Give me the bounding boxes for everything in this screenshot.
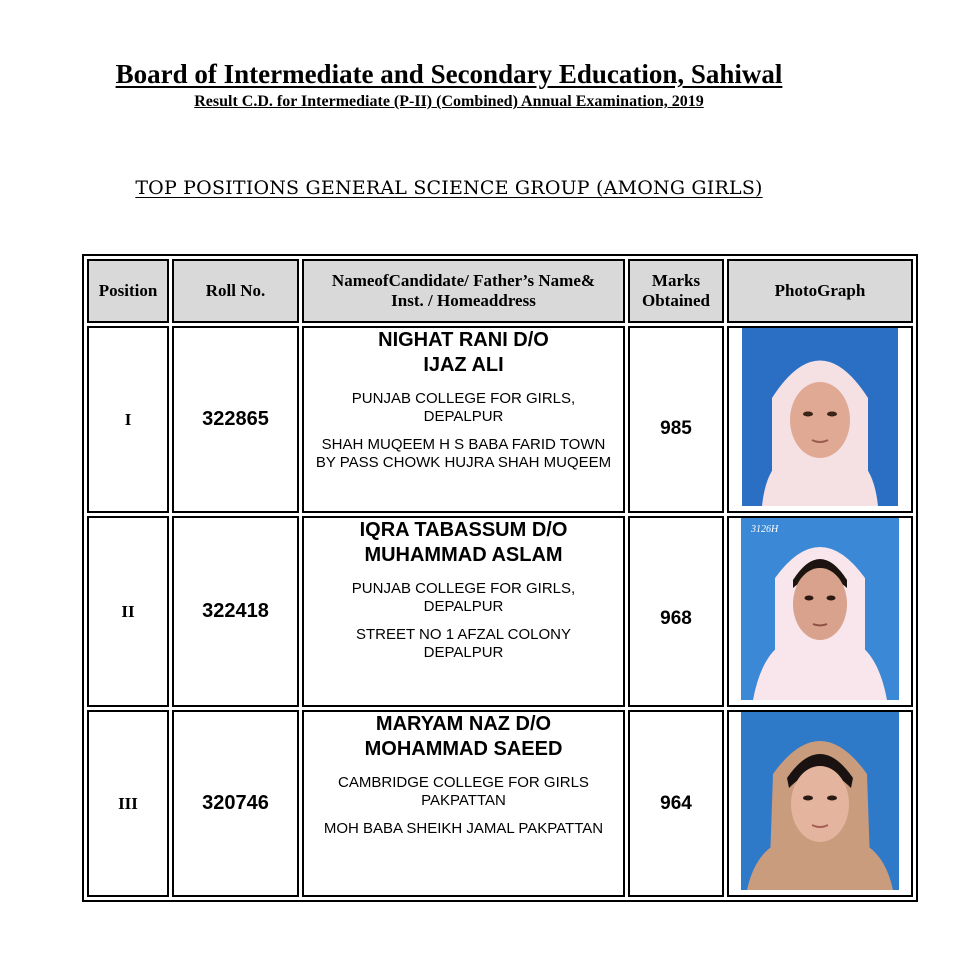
roll-no-cell: 320746 xyxy=(172,710,299,897)
photo-cell xyxy=(727,710,913,897)
address-line2: BY PASS CHOWK HUJRA SHAH MUQEEM xyxy=(315,454,612,471)
marks-cell: 964 xyxy=(628,710,724,897)
position-cell: III xyxy=(87,710,169,897)
roll-no-cell: 322418 xyxy=(172,516,299,707)
institution xyxy=(304,774,623,810)
position-cell: II xyxy=(87,516,169,707)
candidate-name-line1: MARYAM NAZ D/O xyxy=(375,713,552,735)
roll-no-cell: 322865 xyxy=(172,326,299,513)
photo-id-label: 3126H xyxy=(751,524,779,535)
column-header-name-line1: NameofCandidate/ Father’s Name& xyxy=(331,271,596,290)
home-address xyxy=(304,436,623,472)
column-header-photograph: PhotoGraph xyxy=(727,259,913,323)
candidate-name-line1: IQRA TABASSUM D/O xyxy=(359,519,568,541)
column-header-marks-line1: Marks xyxy=(651,271,701,290)
candidate-info-cell xyxy=(302,710,625,897)
column-header-position: Position xyxy=(87,259,169,323)
column-header-roll-no: Roll No. xyxy=(172,259,299,323)
marks-cell: 985 xyxy=(628,326,724,513)
candidate-photo xyxy=(741,518,899,700)
result-subtitle: Result C.D. for Intermediate (P-II) (Combined) Annual Examination, 2019 xyxy=(194,93,704,110)
table-row xyxy=(87,516,913,707)
column-header-name xyxy=(302,259,625,323)
section-heading: TOP POSITIONS GENERAL SCIENCE GROUP (AMONG GIRLS) xyxy=(135,177,763,199)
table-row xyxy=(87,326,913,513)
home-address xyxy=(304,820,623,838)
column-header-marks-line2: Obtained xyxy=(641,291,711,310)
address-line1: SHAH MUQEEM H S BABA FARID TOWN xyxy=(321,436,606,453)
institution xyxy=(304,580,623,616)
address-line1: MOH BABA SHEIKH JAMAL PAKPATTAN xyxy=(323,820,604,837)
candidate-name-line2: MUHAMMAD ASLAM xyxy=(364,544,563,566)
table-row xyxy=(87,710,913,897)
candidate-name xyxy=(304,328,623,378)
candidate-name-line1: NIGHAT RANI D/O xyxy=(378,329,549,351)
photo-cell xyxy=(727,516,913,707)
institution-line1: CAMBRIDGE COLLEGE FOR GIRLS xyxy=(338,774,589,791)
institution-line2: DEPALPUR xyxy=(423,598,504,615)
photo-cell xyxy=(727,326,913,513)
candidate-photo xyxy=(742,328,898,506)
institution-line2: PAKPATTAN xyxy=(421,792,506,809)
address-line2: DEPALPUR xyxy=(423,644,504,661)
candidate-name xyxy=(304,518,623,568)
candidate-name-line2: IJAZ ALI xyxy=(423,354,504,376)
candidate-info-cell xyxy=(302,516,625,707)
candidate-name-line2: MOHAMMAD SAEED xyxy=(364,738,563,760)
home-address xyxy=(304,626,623,662)
position-cell: I xyxy=(87,326,169,513)
board-title: Board of Intermediate and Secondary Education, Sahiwal xyxy=(115,59,783,89)
candidate-name xyxy=(304,712,623,762)
candidate-info-cell xyxy=(302,326,625,513)
institution xyxy=(304,390,623,426)
column-header-marks xyxy=(628,259,724,323)
marks-cell: 968 xyxy=(628,516,724,707)
column-header-name-line2: Inst. / Homeaddress xyxy=(391,291,536,310)
candidate-photo xyxy=(741,712,899,890)
institution-line2: DEPALPUR xyxy=(423,408,504,425)
address-line1: STREET NO 1 AFZAL COLONY xyxy=(355,626,572,643)
table-header-row xyxy=(87,259,913,323)
institution-line1: PUNJAB COLLEGE FOR GIRLS, xyxy=(351,390,576,407)
institution-line1: PUNJAB COLLEGE FOR GIRLS, xyxy=(351,580,576,597)
top-positions-table xyxy=(82,254,918,902)
